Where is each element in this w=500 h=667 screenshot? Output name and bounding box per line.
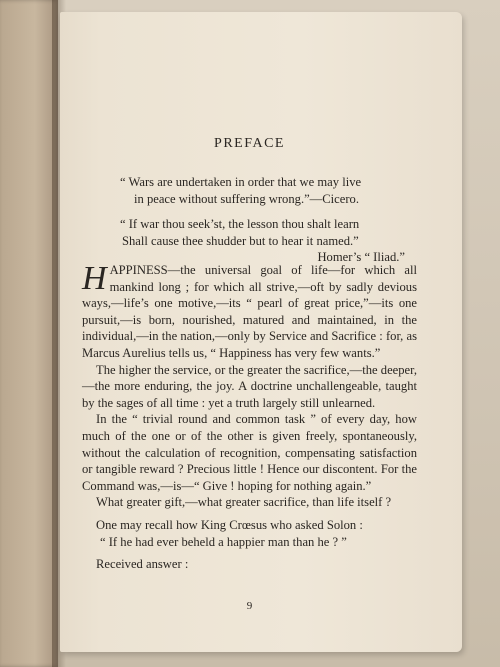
paragraph-greater-gift: What greater gift,—what greater sacrifice, than life itself ? xyxy=(96,495,392,510)
left-page-edge xyxy=(0,0,58,667)
body-text xyxy=(82,262,417,573)
paragraph-trivial-round: In the “ trivial round and common task ” of every day, how much of the one or of the other is given freely, spontaneously, without the calculation of recognition, compensating satisfaction or tangible reward ? Precious little ! Hence our discontent. For the Command was,—is—“ Give ! hoping for nothing again.” xyxy=(82,412,417,493)
book-page xyxy=(60,12,462,652)
drop-cap: H xyxy=(82,260,107,297)
page-title: PREFACE xyxy=(214,136,285,151)
paragraph-service: The higher the service, or the greater the sacrifice,—the deeper,—the more enduring, the joy. A doctrine unchallengeable, taught by the sages of all time : yet a truth largely still unlearned. xyxy=(82,362,417,410)
epigraph-cicero xyxy=(82,174,417,207)
epigraph-line: “ Wars are undertaken in order that we may live xyxy=(120,175,362,189)
page-number: 9 xyxy=(246,600,253,612)
epigraph-line: in peace without suffering wrong.”—Cicero. xyxy=(134,191,359,206)
quote-solon: “ If he had ever beheld a happier man than he ? ” xyxy=(100,534,347,549)
epigraph-attribution: Homer’s “ Iliad.” xyxy=(317,250,405,265)
paragraph-happiness xyxy=(82,262,417,362)
paragraph-text: APPINESS—the universal goal of life—for which all mankind long ; for which all strive,—oft by sadly devious ways,—life’s one motive,—its “ pearl of great price,”—its one pursuit,—is born, nourished, matured and maintained, in the individual,—in the nation,—only by Service and Sacrifice : for, as Marcus Aurelius tells us, “ Happiness has very few wants.” xyxy=(82,263,417,360)
epigraph-homer xyxy=(82,216,417,266)
paragraph-received-answer: Received answer : xyxy=(96,557,189,572)
epigraph-line: Shall cause thee shudder but to hear it named.” xyxy=(122,233,359,248)
paragraph-croesus: One may recall how King Crœsus who asked Solon : xyxy=(96,517,363,532)
epigraph-line: “ If war thou seek’st, the lesson thou shalt learn xyxy=(120,217,360,231)
